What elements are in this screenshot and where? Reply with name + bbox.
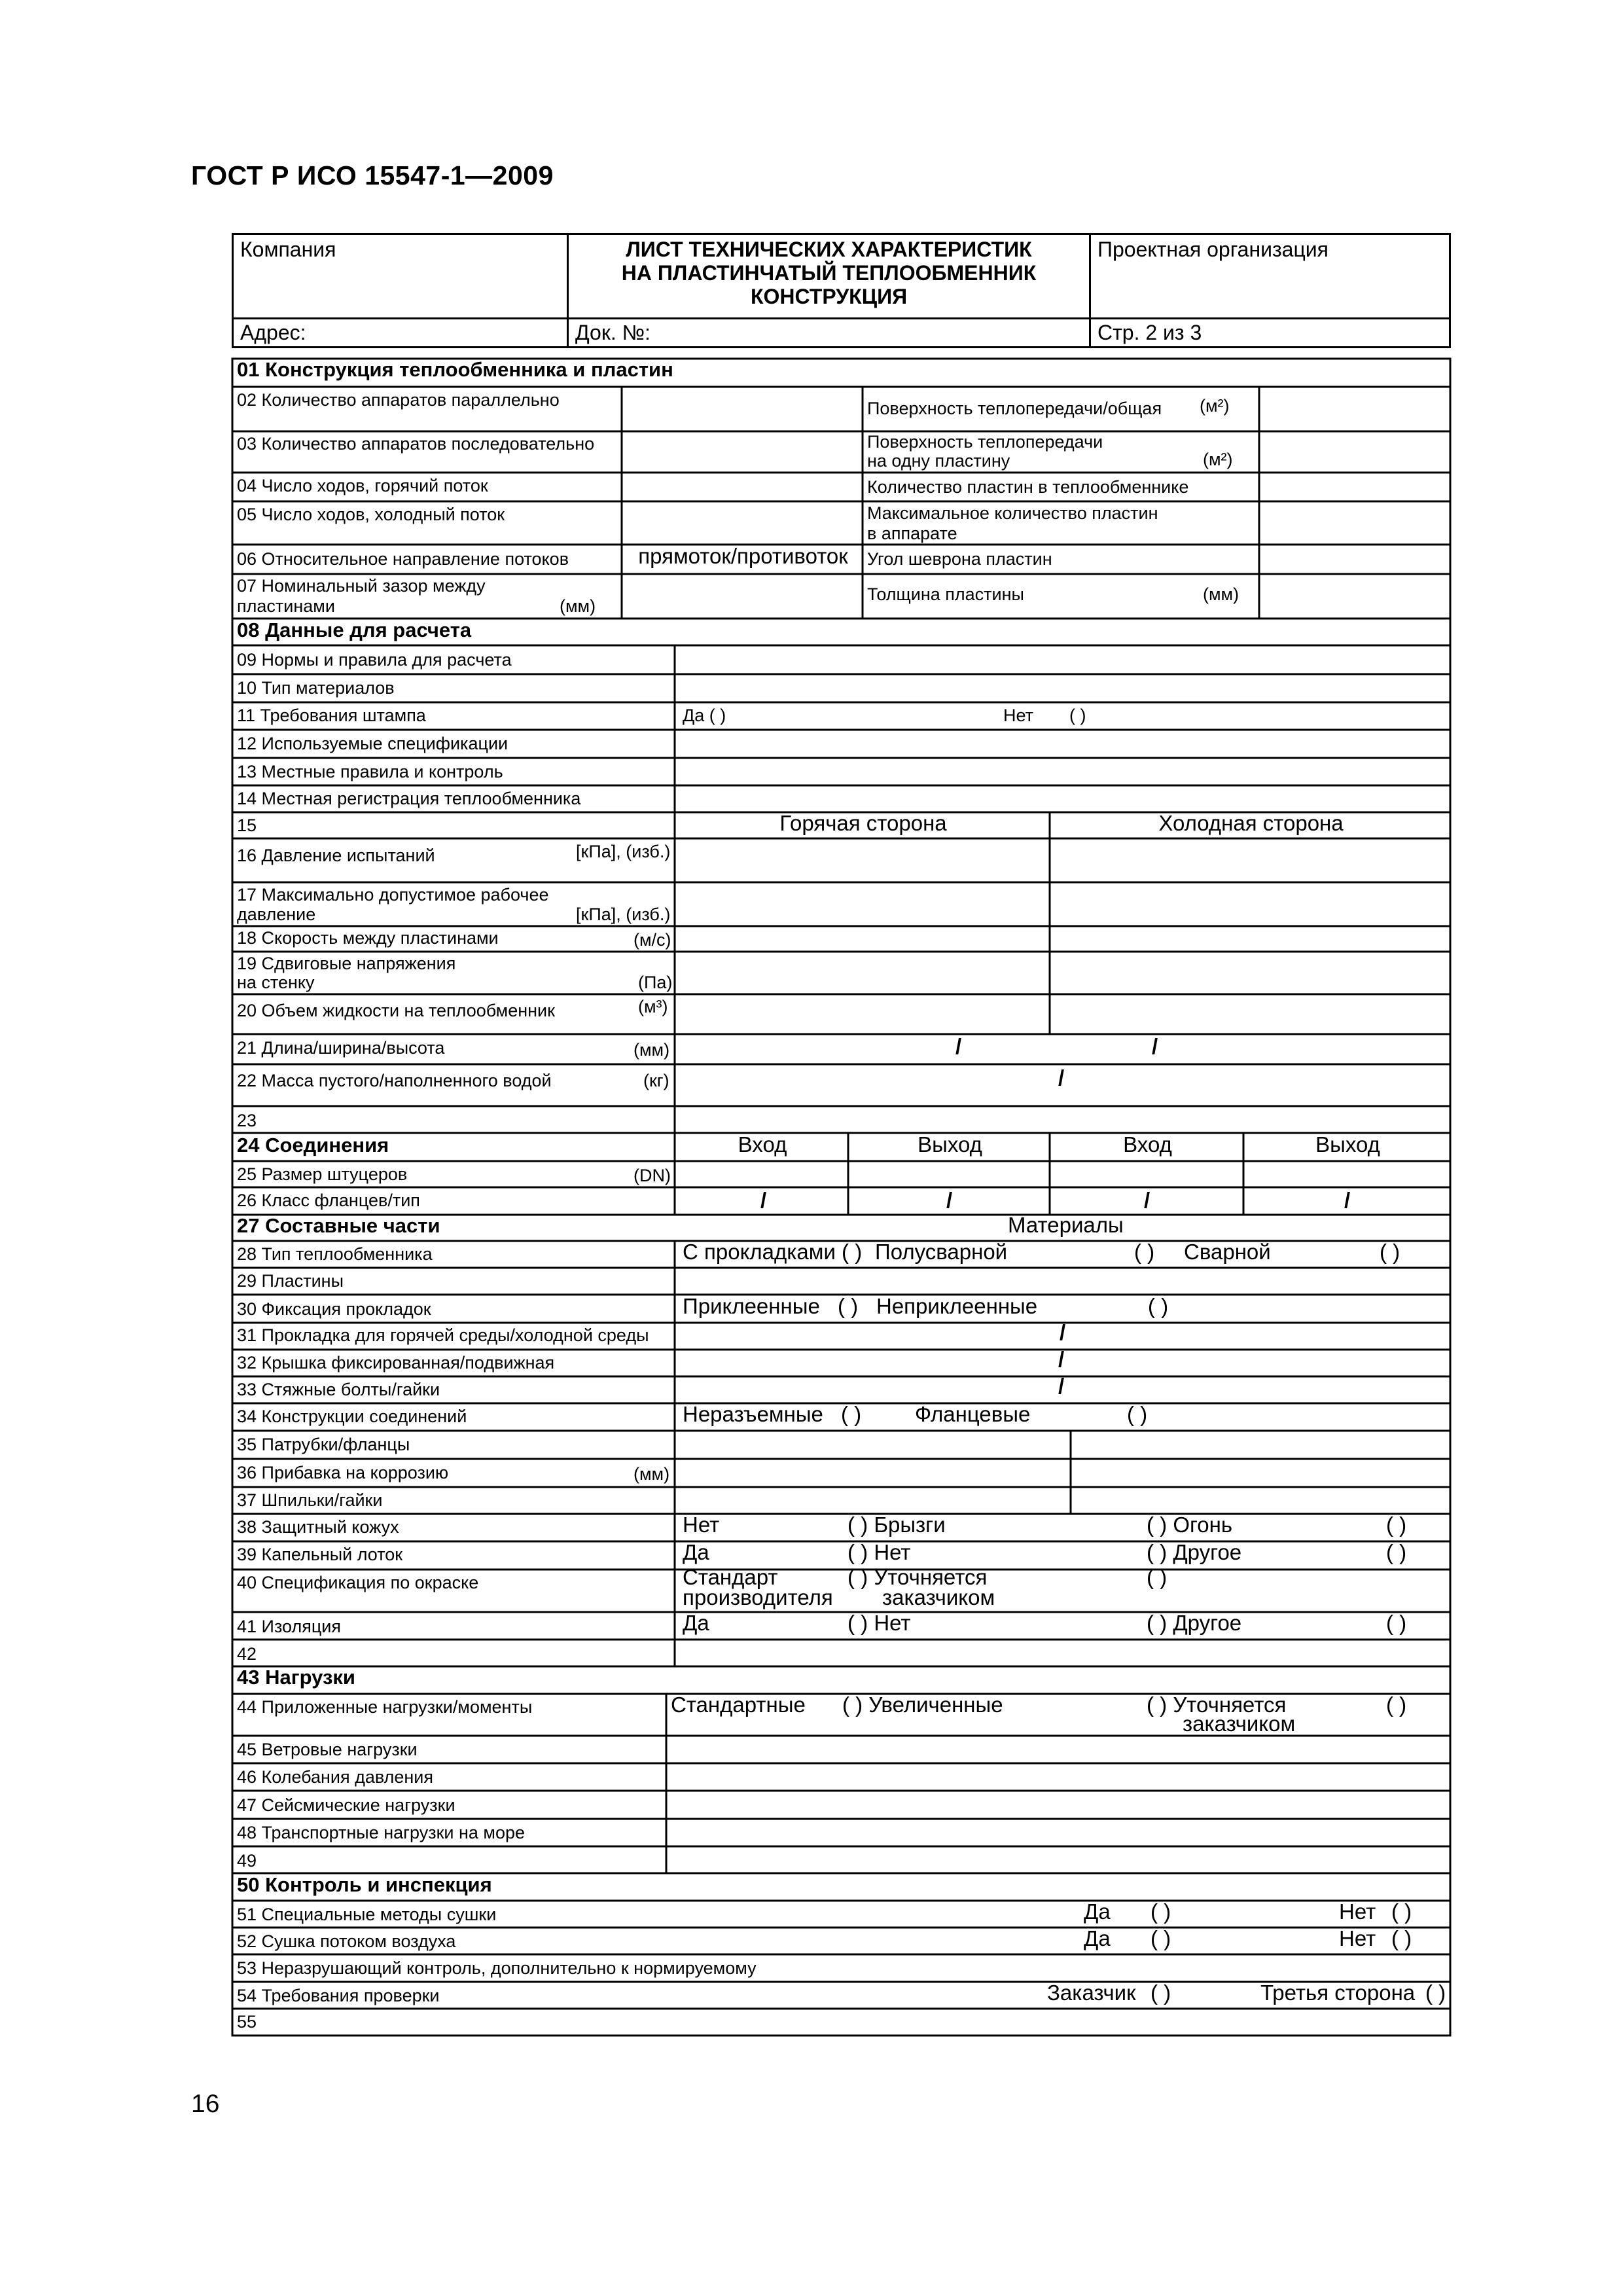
option-label[interactable]: ( ) Брызги <box>847 1513 946 1537</box>
row-label: 18 Скорость между пластинами <box>237 928 499 948</box>
row-label: Угол шеврона пластин <box>867 549 1052 569</box>
row-label: 31 Прокладка для горячей среды/холодной среды <box>237 1325 649 1345</box>
option-checkbox[interactable]: ( ) <box>1391 1899 1412 1924</box>
row-label: на одну пластину <box>867 451 1010 471</box>
company-label: Компания <box>240 238 336 261</box>
option-checkbox[interactable]: ( ) <box>1147 1565 1168 1589</box>
materials-header: Материалы <box>1008 1213 1124 1237</box>
row-label: 39 Капельный лоток <box>237 1545 403 1564</box>
row-label: 49 <box>237 1851 257 1871</box>
row-label: 09 Нормы и правила для расчета <box>237 650 512 670</box>
option-label: Стандарт <box>683 1565 778 1589</box>
option-checkbox[interactable]: ( ) <box>1391 1926 1412 1950</box>
option-checkbox[interactable]: ( ) <box>1386 1611 1407 1635</box>
row-label: 23 <box>237 1111 257 1130</box>
unit-label: [кПа], (изб.) <box>576 905 671 924</box>
page-title: ГОСТ Р ИСО 15547-1—2009 <box>191 160 554 190</box>
option-label[interactable]: ( ) Уточняется <box>847 1565 988 1589</box>
outlet-header: Выход <box>918 1132 982 1157</box>
option-checkbox[interactable]: ( ) <box>1150 1926 1171 1950</box>
welded-checkbox[interactable]: ( ) <box>1380 1240 1400 1264</box>
fixed-checkbox[interactable]: ( ) <box>841 1402 862 1426</box>
row-label: 38 Защитный кожух <box>237 1517 399 1537</box>
row-label: 55 <box>237 2012 257 2032</box>
unit-label: [кПа], (изб.) <box>576 842 671 861</box>
hot-side-header: Горячая сторона <box>779 811 947 835</box>
unit-label: (мм) <box>560 596 596 616</box>
sheet-title-line: НА ПЛАСТИНЧАТЫЙ ТЕПЛООБМЕННИК <box>621 261 1037 285</box>
row-label: пластинами <box>237 596 335 616</box>
row-label: 45 Ветровые нагрузки <box>237 1740 418 1759</box>
inlet-header: Вход <box>1123 1132 1172 1157</box>
option-label: Стандартные <box>671 1693 806 1717</box>
option-label: заказчиком <box>1183 1712 1296 1736</box>
fixed-label: Неразъемные <box>683 1402 823 1426</box>
row-label: 03 Количество аппаратов последовательно <box>237 434 595 454</box>
row-label: 42 <box>237 1644 257 1664</box>
glued-label: Приклеенные <box>683 1294 820 1318</box>
row-label: в аппарате <box>867 524 957 543</box>
row-label: 54 Требования проверки <box>237 1986 440 2005</box>
option-label: Третья сторона <box>1260 1981 1416 2005</box>
row-label: 46 Колебания давления <box>237 1767 434 1787</box>
row-label: 16 Давление испытаний <box>237 846 435 865</box>
option-label[interactable]: ( ) Нет <box>847 1611 911 1635</box>
unit-label: (мм) <box>1203 584 1240 604</box>
option-checkbox[interactable]: ( ) <box>1386 1513 1407 1537</box>
welded-label: Сварной <box>1184 1240 1271 1264</box>
row-label: 44 Приложенные нагрузки/моменты <box>237 1697 533 1717</box>
stamp-no-label: Нет <box>1003 706 1033 725</box>
doc-number-field[interactable]: Док. №: <box>575 321 651 344</box>
option-label: Нет <box>683 1513 720 1537</box>
option-label[interactable]: ( ) Уточняется <box>1147 1693 1287 1717</box>
section-title: 08 Данные для расчета <box>237 619 472 641</box>
row-label: 28 Тип теплообменника <box>237 1244 433 1264</box>
row-label: 20 Объем жидкости на теплообменник <box>237 1001 555 1020</box>
row-label: Толщина пластины <box>867 584 1024 604</box>
cold-side-header: Холодная сторона <box>1158 811 1344 835</box>
row-label: 25 Размер штуцеров <box>237 1164 408 1184</box>
row-label: 29 Пластины <box>237 1271 344 1291</box>
option-label: Да <box>1084 1899 1111 1924</box>
section-title: 43 Нагрузки <box>237 1666 355 1689</box>
option-label: Нет <box>1339 1899 1376 1924</box>
stamp-no-checkbox[interactable]: ( ) <box>1069 706 1086 725</box>
page-number: 16 <box>191 2090 220 2118</box>
row-label: 51 Специальные методы сушки <box>237 1905 497 1924</box>
row-label: 33 Стяжные болты/гайки <box>237 1380 440 1399</box>
unit-label: (кг) <box>643 1071 669 1090</box>
option-label: Заказчик <box>1047 1981 1136 2005</box>
unit-label: (м/с) <box>633 930 671 950</box>
sheet-title-line: ЛИСТ ТЕХНИЧЕСКИХ ХАРАКТЕРИСТИК <box>626 238 1032 261</box>
unit-label: (DN) <box>633 1166 671 1185</box>
row-label: 53 Неразрушающий контроль, дополнительно к нормируемому <box>237 1958 757 1978</box>
option-label[interactable]: ( ) Нет <box>847 1540 911 1564</box>
option-label[interactable]: ( ) Увеличенные <box>842 1693 1003 1717</box>
cover-separator: / <box>1058 1347 1065 1371</box>
row-label: 21 Длина/ширина/высота <box>237 1038 445 1058</box>
row-label: 47 Сейсмические нагрузки <box>237 1795 455 1815</box>
outlet-header: Выход <box>1315 1132 1380 1157</box>
row-label: 10 Тип материалов <box>237 678 395 698</box>
row-label: 15 <box>237 816 257 835</box>
flange-separator: / <box>1344 1188 1351 1212</box>
sheet-title-line: КОНСТРУКЦИЯ <box>750 285 908 308</box>
page-of-label: Стр. 2 из 3 <box>1097 321 1202 344</box>
section-title: 27 Составные части <box>237 1214 440 1237</box>
section-title: 24 Соединения <box>237 1134 389 1157</box>
option-label[interactable]: ( ) Другое <box>1147 1540 1242 1564</box>
option-checkbox[interactable]: ( ) <box>1386 1540 1407 1564</box>
gasket-separator: / <box>1060 1320 1066 1344</box>
row-label: 22 Масса пустого/наполненного водой <box>237 1071 552 1090</box>
flanged-checkbox[interactable]: ( ) <box>1127 1402 1148 1426</box>
unit-label: (Па) <box>638 973 673 992</box>
flange-separator: / <box>946 1188 953 1212</box>
dimension-separator: / <box>955 1034 962 1058</box>
row-label: Поверхность теплопередачи <box>867 432 1103 452</box>
option-checkbox[interactable]: ( ) <box>1150 1899 1171 1924</box>
row-label: 04 Число ходов, горячий поток <box>237 476 488 495</box>
row-label: 26 Класс фланцев/тип <box>237 1191 420 1210</box>
row-label: Количество пластин в теплообменнике <box>867 477 1189 497</box>
option-label: Да <box>683 1540 709 1564</box>
section-title: 01 Конструкция теплообменника и пластин <box>237 358 673 381</box>
row-label: 13 Местные правила и контроль <box>237 762 503 781</box>
design-org-label: Проектная организация <box>1097 238 1329 261</box>
clip-checkbox[interactable]: ( ) <box>1148 1294 1169 1318</box>
row-label: 48 Транспортные нагрузки на море <box>237 1823 526 1842</box>
semi-welded-checkbox[interactable]: ( ) <box>1134 1240 1155 1264</box>
row-label: 52 Сушка потоком воздуха <box>237 1931 456 1951</box>
row-label: 32 Крышка фиксированная/подвижная <box>237 1353 555 1372</box>
flange-separator: / <box>760 1188 767 1212</box>
unit-label: (мм) <box>633 1464 670 1484</box>
row-label: 05 Число ходов, холодный поток <box>237 505 505 524</box>
clip-label: Неприклеенные <box>876 1294 1038 1318</box>
row-label: давление <box>237 905 316 924</box>
row-label: 11 Требования штампа <box>237 706 426 725</box>
option-label[interactable]: ( ) Огонь <box>1147 1513 1233 1537</box>
mass-separator: / <box>1058 1066 1065 1090</box>
flange-separator: / <box>1144 1188 1150 1212</box>
option-label: заказчиком <box>882 1585 995 1609</box>
bolt-separator: / <box>1058 1374 1065 1398</box>
row-label: 37 Шпильки/гайки <box>237 1490 383 1510</box>
row-label: 36 Прибавка на коррозию <box>237 1463 449 1482</box>
stamp-yes-checkbox[interactable]: Да ( ) <box>683 706 726 725</box>
dimension-separator: / <box>1152 1034 1158 1058</box>
option-label: производителя <box>683 1585 833 1609</box>
option-label: Нет <box>1339 1926 1376 1950</box>
unit-label: (м²) <box>1203 450 1233 469</box>
row-label: 14 Местная регистрация теплообменника <box>237 789 581 808</box>
gasketed-checkbox[interactable]: С прокладками ( ) <box>683 1240 863 1264</box>
unit-label: (м²) <box>1200 396 1230 416</box>
row-label: 19 Сдвиговые напряжения <box>237 954 456 973</box>
row-label: 07 Номинальный зазор между <box>237 576 486 596</box>
option-label[interactable]: ( ) Другое <box>1147 1611 1242 1635</box>
option-checkbox[interactable]: ( ) <box>1150 1981 1171 2005</box>
row-label: 40 Спецификация по окраске <box>237 1573 479 1592</box>
option-label: Да <box>1084 1926 1111 1950</box>
row-label: 30 Фиксация прокладок <box>237 1299 431 1319</box>
row-label: 02 Количество аппаратов параллельно <box>237 390 560 410</box>
row-label: 12 Используемые спецификации <box>237 734 508 753</box>
row-label: 35 Патрубки/фланцы <box>237 1435 410 1454</box>
row-label: 06 Относительное направление потоков <box>237 549 569 569</box>
unit-label: (м³) <box>638 997 668 1016</box>
semi-welded-label: Полусварной <box>875 1240 1008 1264</box>
option-checkbox[interactable]: ( ) <box>1425 1981 1446 2005</box>
row-label: 17 Максимально допустимое рабочее <box>237 885 549 905</box>
flow-direction-value: прямоток/противоток <box>638 544 848 568</box>
option-checkbox[interactable]: ( ) <box>1386 1693 1407 1717</box>
address-field[interactable]: Адрес: <box>240 321 306 344</box>
row-label: 41 Изоляция <box>237 1617 341 1636</box>
glued-checkbox[interactable]: ( ) <box>838 1294 859 1318</box>
row-label: Максимальное количество пластин <box>867 503 1158 523</box>
row-label: на стенку <box>237 973 315 992</box>
unit-label: (мм) <box>633 1040 670 1060</box>
row-label: 34 Конструкции соединений <box>237 1407 467 1426</box>
flanged-label: Фланцевые <box>915 1402 1031 1426</box>
row-label: Поверхность теплопередачи/общая <box>867 399 1162 418</box>
inlet-header: Вход <box>738 1132 787 1157</box>
section-title: 50 Контроль и инспекция <box>237 1873 492 1896</box>
option-label: Да <box>683 1611 709 1635</box>
